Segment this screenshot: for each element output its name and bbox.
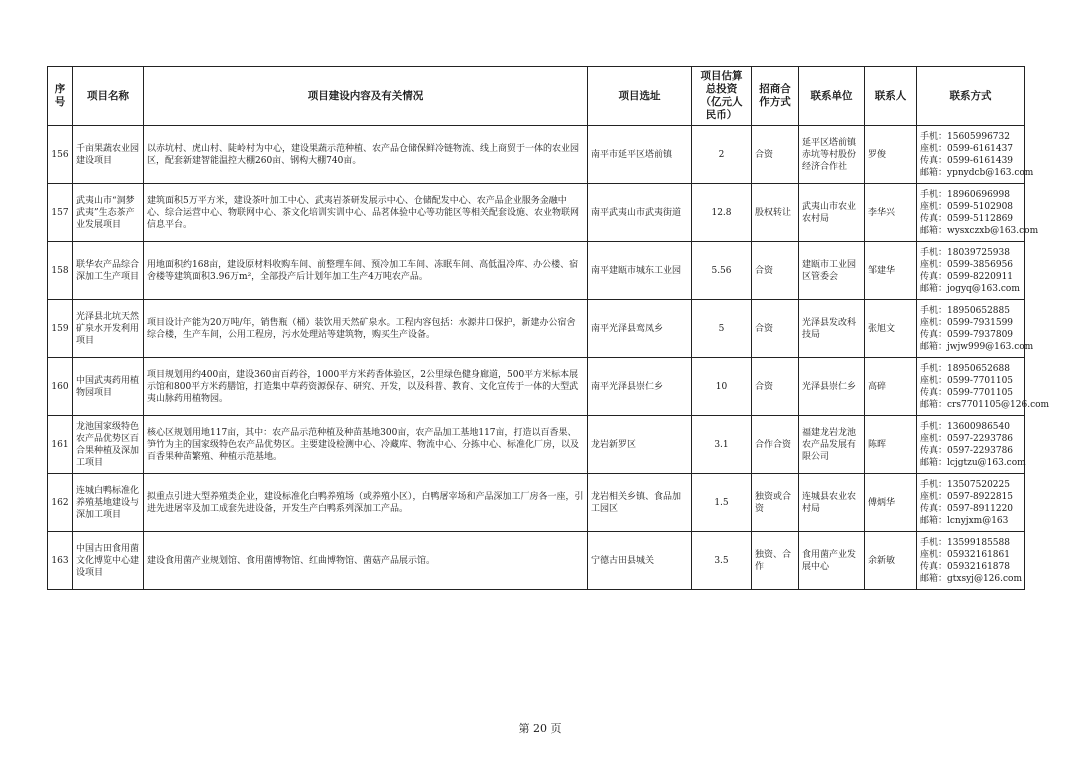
contact-phone: 座机：0597-2293786 xyxy=(920,433,1014,444)
cell-site: 南平光泽县崇仁乡 xyxy=(588,358,692,416)
cell-contact xyxy=(917,126,1034,184)
cell-site: 南平市延平区塔前镇 xyxy=(588,126,692,184)
contact-mobile: 手机：13507520225 xyxy=(920,479,1010,490)
cell-unit: 延平区塔前镇赤坑等村股份经济合作社 xyxy=(799,126,865,184)
table-row xyxy=(48,242,1025,300)
contact-fax: 传真：0599-6161439 xyxy=(920,155,1014,166)
contact-phone: 座机：05932161861 xyxy=(920,549,1010,560)
contact-mobile: 手机：18039725938 xyxy=(920,247,1010,258)
contact-email: 邮箱：crs7701105@126.com xyxy=(920,399,1050,410)
cell-content: 项目规划用约400亩，建设360亩百药谷，1000平方米药香体验区，2公里绿色健身廊道，500平方米标本展示馆和800平方米药膳馆，打造集中草药资源保存、研究、开发，以及科普、教育、文化宣传于一体的大型武夷山脉药用植物园。 xyxy=(144,358,588,416)
cell-seq: 158 xyxy=(48,242,73,300)
contact-mobile: 手机：18960696998 xyxy=(920,189,1010,200)
cell-contact xyxy=(917,416,1025,474)
page-number: 第 20 页 xyxy=(518,722,562,735)
cell-person: 罗俊 xyxy=(865,126,917,184)
contact-fax: 传真：05932161878 xyxy=(920,561,1010,572)
table-row xyxy=(48,532,1025,590)
cell-mode: 合资 xyxy=(752,358,799,416)
contact-email: 邮箱：gtxsyj@126.com xyxy=(920,573,1022,584)
cell-site: 龙岩相关乡镇、食品加工园区 xyxy=(588,474,692,532)
table-row xyxy=(48,126,1025,184)
cell-unit: 建瓯市工业园区管委会 xyxy=(799,242,865,300)
contact-email: 邮箱：ypnydcb@163.com xyxy=(920,167,1034,178)
header-contact: 联系方式 xyxy=(917,67,1025,126)
contact-phone: 座机：0599-6161437 xyxy=(920,143,1014,154)
cell-invest: 3.1 xyxy=(692,416,752,474)
cell-mode: 合资 xyxy=(752,242,799,300)
cell-invest: 3.5 xyxy=(692,532,752,590)
header-invest: 项目估算 总投资 （亿元人 民币） xyxy=(692,67,752,126)
contact-fax: 传真：0597-8911220 xyxy=(920,503,1014,514)
cell-seq: 160 xyxy=(48,358,73,416)
contact-phone: 座机：0599-3856956 xyxy=(920,259,1014,270)
cell-name: 中国武夷药用植物园项目 xyxy=(73,358,144,416)
cell-name: 光泽县北坑天然矿泉水开发利用项目 xyxy=(73,300,144,358)
cell-content: 以赤坑村、虎山村、陡岭村为中心，建设果蔬示范种植、农产品仓储保鲜冷链物流、线上商贸于一体的农业园区，配套新建智能温控大棚260亩、钢构大棚740亩。 xyxy=(144,126,588,184)
cell-seq: 157 xyxy=(48,184,73,242)
cell-name: 联华农产品综合深加工生产项目 xyxy=(73,242,144,300)
contact-mobile: 手机：18950652885 xyxy=(920,305,1010,316)
header-row xyxy=(48,67,1025,126)
contact-email: 邮箱：jwjw999@163.com xyxy=(920,341,1034,352)
table-row xyxy=(48,416,1025,474)
cell-content: 建设食用菌产业规划馆、食用菌博物馆、红曲博物馆、菌菇产品展示馆。 xyxy=(144,532,588,590)
table-row xyxy=(48,184,1025,242)
cell-unit: 食用菌产业发展中心 xyxy=(799,532,865,590)
cell-invest: 2 xyxy=(692,126,752,184)
cell-unit: 光泽县崇仁乡 xyxy=(799,358,865,416)
cell-invest: 1.5 xyxy=(692,474,752,532)
cell-person: 傅炳华 xyxy=(865,474,917,532)
cell-site: 南平建瓯市城东工业园 xyxy=(588,242,692,300)
cell-site: 南平武夷山市武夷街道 xyxy=(588,184,692,242)
cell-name: 中国古田食用菌文化博览中心建设项目 xyxy=(73,532,144,590)
cell-seq: 162 xyxy=(48,474,73,532)
cell-person: 陈晖 xyxy=(865,416,917,474)
cell-mode: 独资、合作 xyxy=(752,532,799,590)
cell-invest: 5 xyxy=(692,300,752,358)
contact-phone: 座机：0599-5102908 xyxy=(920,201,1014,212)
cell-seq: 163 xyxy=(48,532,73,590)
contact-email: 邮箱：wysxczxb@163.com xyxy=(920,225,1039,236)
cell-unit: 光泽县发改科技局 xyxy=(799,300,865,358)
cell-person: 张旭文 xyxy=(865,300,917,358)
cell-name: 武夷山市“洞梦武夷”生态茶产业发展项目 xyxy=(73,184,144,242)
project-table xyxy=(47,66,1050,590)
contact-mobile: 手机：18950652688 xyxy=(920,363,1010,374)
contact-phone: 座机：0599-7931599 xyxy=(920,317,1014,328)
cell-mode: 合资 xyxy=(752,126,799,184)
cell-content: 建筑面积5万平方米，建设茶叶加工中心、武夷岩茶研发展示中心、仓储配发中心、农产品企业服务金融中心、综合运营中心、物联网中心、茶文化培训实训中心、品茗体验中心等功能区等相关配套设施、农业物联网信息平台。 xyxy=(144,184,588,242)
cell-content: 拟重点引进大型养殖类企业，建设标准化白鸭养殖场（或养殖小区），白鸭屠宰场和产品深加工厂房各一座，引进先进屠宰及加工成套先进设备，开发生产白鸭系列深加工产品。 xyxy=(144,474,588,532)
header-mode: 招商合 作方式 xyxy=(752,67,799,126)
cell-contact xyxy=(917,474,1025,532)
cell-contact xyxy=(917,532,1025,590)
contact-fax: 传真：0599-5112869 xyxy=(920,213,1014,224)
cell-name: 千亩果蔬农业园建设项目 xyxy=(73,126,144,184)
contact-fax: 传真：0599-8220911 xyxy=(920,271,1014,282)
cell-mode: 合作合资 xyxy=(752,416,799,474)
cell-name: 连城白鸭标准化养殖基地建设与深加工项目 xyxy=(73,474,144,532)
cell-site: 龙岩新罗区 xyxy=(588,416,692,474)
header-name: 项目名称 xyxy=(73,67,144,126)
cell-contact xyxy=(917,184,1039,242)
cell-invest: 10 xyxy=(692,358,752,416)
contact-mobile: 手机：15605996732 xyxy=(920,131,1010,142)
cell-invest: 12.8 xyxy=(692,184,752,242)
contact-email: 邮箱：lcjgtzu@163.com xyxy=(920,457,1026,468)
cell-content: 项目设计产能为20万吨/年，销售瓶（桶）装饮用天然矿泉水。工程内容包括：水源井口保护，新建办公宿舍综合楼，生产车间，公用工程房，污水处理站等建筑物，购买生产设备。 xyxy=(144,300,588,358)
table-row xyxy=(48,474,1025,532)
contact-fax: 传真：0597-2293786 xyxy=(920,445,1014,456)
contact-mobile: 手机：13600986540 xyxy=(920,421,1010,432)
cell-person: 余新敏 xyxy=(865,532,917,590)
contact-phone: 座机：0597-8922815 xyxy=(920,491,1014,502)
header-site: 项目选址 xyxy=(588,67,692,126)
cell-unit: 福建龙岩龙池农产品发展有限公司 xyxy=(799,416,865,474)
cell-name: 龙池国家级特色农产品优势区百合果种植及深加工项目 xyxy=(73,416,144,474)
header-seq: 序号 xyxy=(48,67,73,126)
cell-mode: 独资或合资 xyxy=(752,474,799,532)
cell-seq: 159 xyxy=(48,300,73,358)
cell-site: 南平光泽县鸾凤乡 xyxy=(588,300,692,358)
cell-mode: 股权转让 xyxy=(752,184,799,242)
cell-unit: 连城县农业农村局 xyxy=(799,474,865,532)
table-row xyxy=(48,300,1025,358)
contact-fax: 传真：0599-7937809 xyxy=(920,329,1014,340)
cell-contact xyxy=(917,300,1034,358)
cell-person: 高碎 xyxy=(865,358,917,416)
contact-email: 邮箱：jogyq@163.com xyxy=(920,283,1020,294)
table-row xyxy=(48,358,1025,416)
contact-phone: 座机：0599-7701105 xyxy=(920,375,1014,386)
header-content: 项目建设内容及有关情况 xyxy=(144,67,588,126)
cell-person: 李华兴 xyxy=(865,184,917,242)
contact-email: 邮箱：lcnyjxm@163 xyxy=(920,515,1009,526)
cell-mode: 合资 xyxy=(752,300,799,358)
cell-content: 核心区规划用地117亩，其中：农产品示范种植及种苗基地300亩，农产品加工基地117亩，打造以百香果、笋竹为主的国家级特色农产品优势区。主要建设检测中心、冷藏库、物流中心、分拣中心、标准化厂房，以及百香果种苗繁殖、种植示范基地。 xyxy=(144,416,588,474)
cell-content: 用地面积约168亩，建设原材料收购车间、前整理车间、预冷加工车间、冻眠车间、高低温冷库、办公楼、宿舍楼等建筑面积3.96万m²，全部投产后计划年加工生产4万吨农产品。 xyxy=(144,242,588,300)
cell-seq: 161 xyxy=(48,416,73,474)
header-person: 联系人 xyxy=(865,67,917,126)
header-unit: 联系单位 xyxy=(799,67,865,126)
cell-invest: 5.56 xyxy=(692,242,752,300)
cell-person: 邹建华 xyxy=(865,242,917,300)
cell-seq: 156 xyxy=(48,126,73,184)
cell-unit: 武夷山市农业农村局 xyxy=(799,184,865,242)
cell-contact xyxy=(917,242,1025,300)
cell-contact xyxy=(917,358,1050,416)
contact-fax: 传真：0599-7701105 xyxy=(920,387,1014,398)
cell-site: 宁德古田县城关 xyxy=(588,532,692,590)
contact-mobile: 手机：13599185588 xyxy=(920,537,1010,548)
